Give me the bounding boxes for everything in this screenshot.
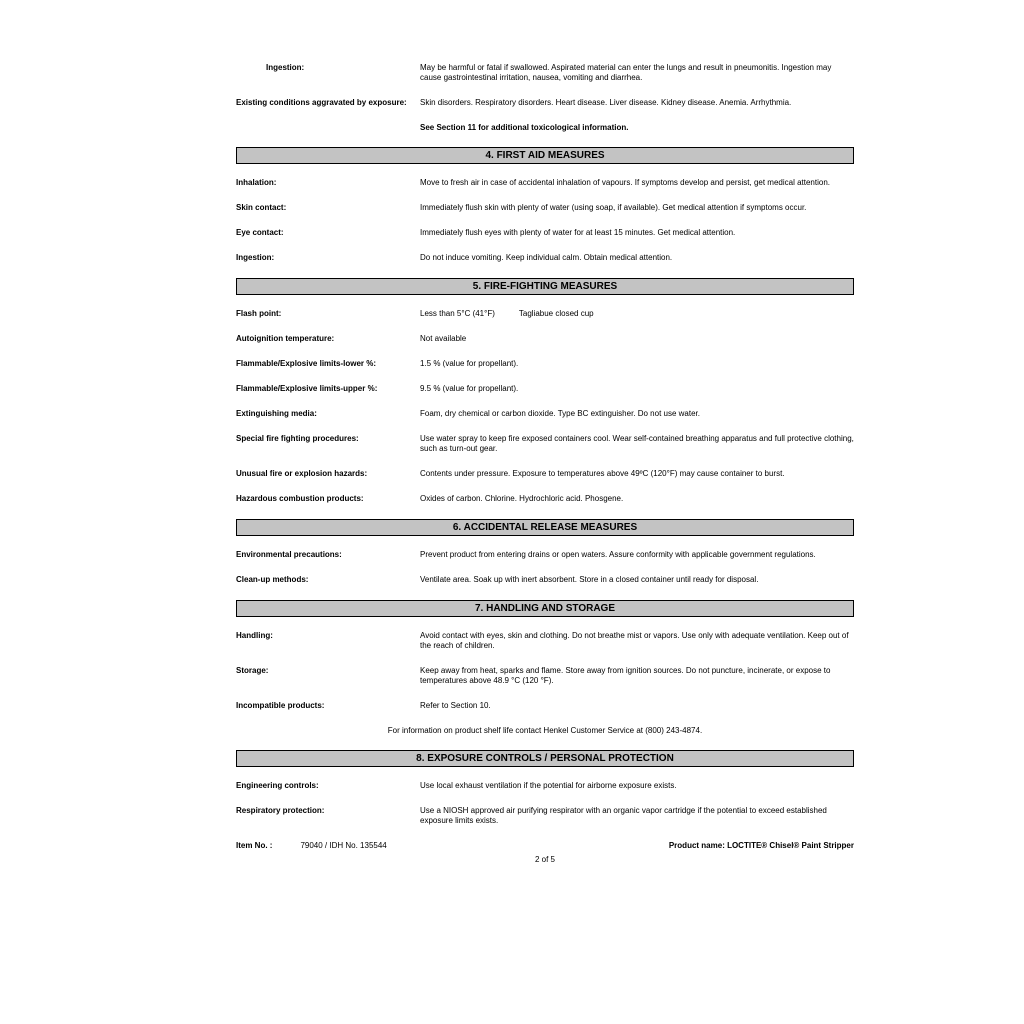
field-row-combustion-products bbox=[236, 494, 854, 504]
field-value: Oxides of carbon. Chlorine. Hydrochloric acid. Phosgene. bbox=[420, 494, 624, 503]
field-label: Ingestion: bbox=[266, 63, 305, 72]
field-label: Respiratory protection: bbox=[236, 806, 325, 815]
field-value: 9.5 % (value for propellant). bbox=[420, 384, 519, 393]
field-row-engineering-controls bbox=[236, 781, 854, 791]
section-header-first-aid: 4. FIRST AID MEASURES bbox=[236, 147, 854, 164]
field-label: Storage: bbox=[236, 666, 269, 675]
field-label: Handling: bbox=[236, 631, 273, 640]
field-value: May be harmful or fatal if swallowed. Aspirated material can enter the lungs and result in pneumonitis. Ingestion may cause gastrointestinal irritation, nausea, vomiting and diarrhea. bbox=[420, 63, 832, 82]
shelf-life-note: For information on product shelf life contact Henkel Customer Service at (800) 243-4874. bbox=[387, 726, 703, 735]
field-value: Do not induce vomiting. Keep individual calm. Obtain medical attention. bbox=[420, 253, 673, 262]
field-row-special-procedures bbox=[236, 434, 854, 454]
page-footer bbox=[236, 841, 854, 851]
field-label: Flammable/Explosive limits-upper %: bbox=[236, 384, 378, 393]
field-label: Special fire fighting procedures: bbox=[236, 434, 359, 443]
flash-point-value: Less than 5°C (41°F) bbox=[420, 309, 495, 318]
field-value: Use local exhaust ventilation if the potential for airborne exposure exists. bbox=[420, 781, 677, 790]
field-value: Keep away from heat, sparks and flame. Store away from ignition sources. Do not puncture, incinerate, or expose to temperatures above 48.9 °C (120 °F). bbox=[420, 666, 831, 685]
field-value: Use water spray to keep fire exposed containers cool. Wear self-contained breathing apparatus and full protective clothing, such as turn-out gear. bbox=[420, 434, 854, 453]
field-value: Skin disorders. Respiratory disorders. Heart disease. Liver disease. Kidney disease. Anemia. Arrhythmia. bbox=[420, 98, 792, 107]
field-value bbox=[420, 309, 854, 319]
field-value: Contents under pressure. Exposure to temperatures above 49ºC (120°F) may cause container to burst. bbox=[420, 469, 785, 478]
field-row-autoignition bbox=[236, 334, 854, 344]
field-row-eye-contact bbox=[236, 228, 854, 238]
field-value: Not available bbox=[420, 334, 467, 343]
field-label: Inhalation: bbox=[236, 178, 277, 187]
field-label: Eye contact: bbox=[236, 228, 284, 237]
field-value: Move to fresh air in case of accidental inhalation of vapours. If symptoms develop and persist, get medical attention. bbox=[420, 178, 830, 187]
field-row-ingestion-firstaid bbox=[236, 253, 854, 263]
field-label: Incompatible products: bbox=[236, 701, 325, 710]
page-number: 2 of 5 bbox=[534, 855, 555, 864]
see-section-11-note: See Section 11 for additional toxicological information. bbox=[420, 123, 629, 132]
field-value: Use a NIOSH approved air purifying respirator with an organic vapor cartridge if the potential to exceed established exposure limits exists. bbox=[420, 806, 827, 825]
sds-page bbox=[236, 63, 854, 865]
field-row-storage bbox=[236, 666, 854, 686]
field-value: Ventilate area. Soak up with inert absorbent. Store in a closed container until ready for disposal. bbox=[420, 575, 759, 584]
field-row-unusual-hazards bbox=[236, 469, 854, 479]
field-label: Engineering controls: bbox=[236, 781, 319, 790]
field-label: Flammable/Explosive limits-lower %: bbox=[236, 359, 377, 368]
field-row-cleanup bbox=[236, 575, 854, 585]
field-label: Autoignition temperature: bbox=[236, 334, 335, 343]
field-row-ingestion-hazard bbox=[236, 63, 854, 83]
field-row-handling bbox=[236, 631, 854, 651]
field-row-flash-point bbox=[236, 309, 854, 319]
field-label: Unusual fire or explosion hazards: bbox=[236, 469, 368, 478]
field-label: Clean-up methods: bbox=[236, 575, 309, 584]
field-row-existing-conditions bbox=[236, 98, 854, 108]
field-label: Extinguishing media: bbox=[236, 409, 317, 418]
field-value: Avoid contact with eyes, skin and clothing. Do not breathe mist or vapors. Use only with adequate ventilation. Keep out of the reach of children. bbox=[420, 631, 849, 650]
field-row-flammable-lower bbox=[236, 359, 854, 369]
item-no-value: 79040 / IDH No. 135544 bbox=[300, 841, 387, 850]
item-no-label: Item No. : bbox=[236, 841, 273, 850]
field-row-flammable-upper bbox=[236, 384, 854, 394]
field-row-incompatible bbox=[236, 701, 854, 711]
field-label: Ingestion: bbox=[236, 253, 275, 262]
flash-point-method: Tagliabue closed cup bbox=[518, 309, 594, 318]
product-name: Product name: LOCTITE® Chisel® Paint Stripper bbox=[668, 841, 854, 850]
field-value: 1.5 % (value for propellant). bbox=[420, 359, 519, 368]
field-value: Immediately flush eyes with plenty of water for at least 15 minutes. Get medical attention. bbox=[420, 228, 736, 237]
field-label: Flash point: bbox=[236, 309, 282, 318]
field-label: Hazardous combustion products: bbox=[236, 494, 364, 503]
section-header-fire-fighting: 5. FIRE-FIGHTING MEASURES bbox=[236, 278, 854, 295]
field-value: Refer to Section 10. bbox=[420, 701, 491, 710]
field-row-extinguishing-media bbox=[236, 409, 854, 419]
field-label: Environmental precautions: bbox=[236, 550, 342, 559]
section-header-exposure-controls: 8. EXPOSURE CONTROLS / PERSONAL PROTECTION bbox=[236, 750, 854, 767]
field-row-inhalation bbox=[236, 178, 854, 188]
field-value: Foam, dry chemical or carbon dioxide. Type BC extinguisher. Do not use water. bbox=[420, 409, 700, 418]
field-row-skin-contact bbox=[236, 203, 854, 213]
section-header-accidental-release: 6. ACCIDENTAL RELEASE MEASURES bbox=[236, 519, 854, 536]
field-label: Existing conditions aggravated by exposure: bbox=[236, 98, 407, 107]
field-label: Skin contact: bbox=[236, 203, 287, 212]
section-header-handling-storage: 7. HANDLING AND STORAGE bbox=[236, 600, 854, 617]
field-row-respiratory-protection bbox=[236, 806, 854, 826]
field-row-environmental bbox=[236, 550, 854, 560]
field-value: Immediately flush skin with plenty of water (using soap, if available). Get medical attention if symptoms occur. bbox=[420, 203, 807, 212]
field-value: Prevent product from entering drains or open waters. Assure conformity with applicable government regulations. bbox=[420, 550, 816, 559]
